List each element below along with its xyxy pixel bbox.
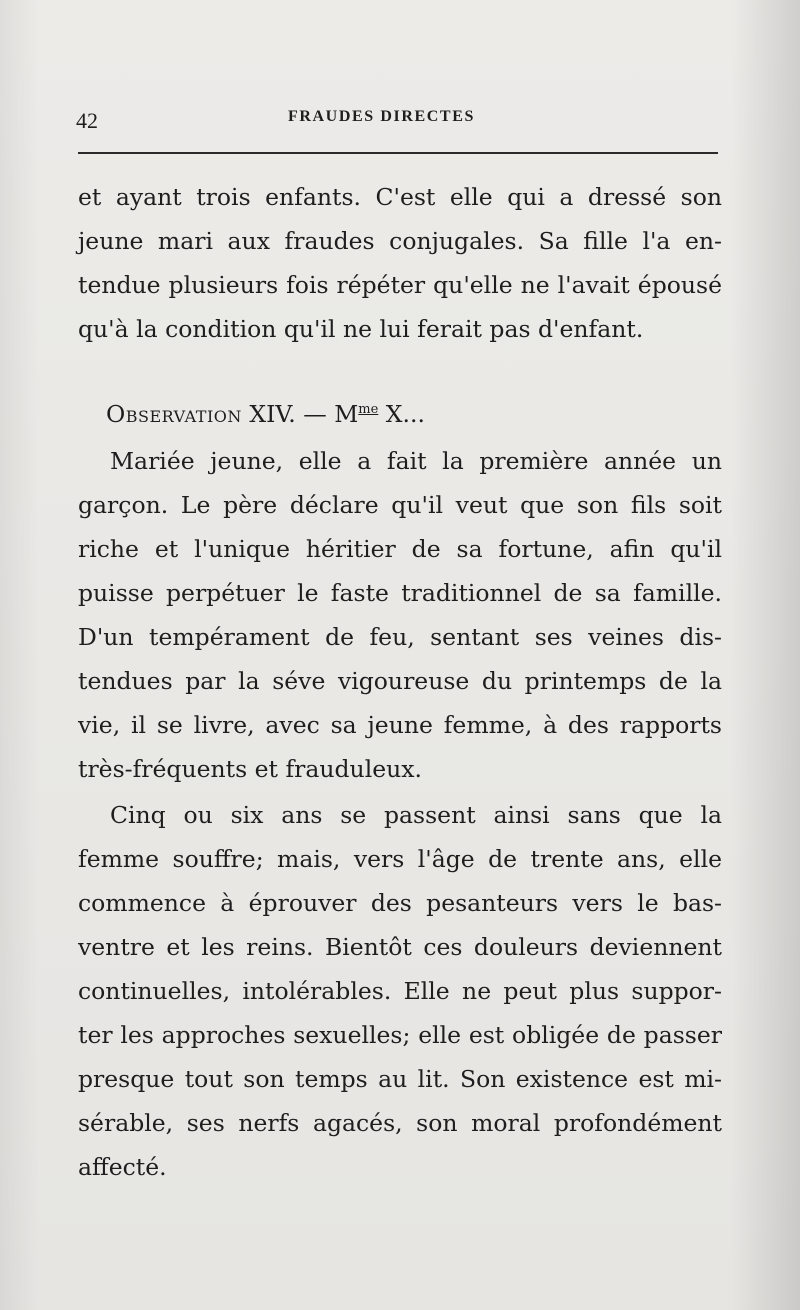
paragraph-1-line: jeune mari aux fraudes conjugales. Sa fille l'a en- <box>78 227 722 255</box>
paragraph-3-line: continuelles, intolérables. Elle ne peut plus suppor- <box>78 977 722 1005</box>
paragraph-2-line: puisse perpétuer le faste traditionnel de sa famille. <box>78 579 722 607</box>
paragraph-3-line: femme souffre; mais, vers l'âge de trente ans, elle <box>78 845 722 873</box>
running-title: FRAUDES DIRECTES <box>288 108 475 125</box>
observation-name-rest: X... <box>385 400 425 428</box>
observation-name-prefix: M <box>334 400 359 428</box>
observation-dash: — <box>303 400 327 428</box>
observation-name-sup: me <box>358 402 379 417</box>
paragraph-1-line: tendue plusieurs fois répéter qu'elle ne l'avait épousé <box>78 271 722 299</box>
paragraph-2-line: Mariée jeune, elle a fait la première année un <box>110 447 722 475</box>
observation-label: Observation <box>106 400 242 428</box>
paragraph-2-line: tendues par la séve vigoureuse du printemps de la <box>78 667 722 695</box>
observation-number: XIV. <box>249 400 296 428</box>
paragraph-3-line: ter les approches sexuelles; elle est obligée de passer <box>78 1021 722 1049</box>
paragraph-2-line: D'un tempérament de feu, sentant ses veines dis- <box>78 623 722 651</box>
paragraph-3-line: ventre et les reins. Bientôt ces douleurs deviennent <box>78 933 722 961</box>
page-number: 42 <box>76 108 98 133</box>
paragraph-2-line: très-fréquents et frauduleux. <box>78 755 422 783</box>
paragraph-3-line: commence à éprouver des pesanteurs vers le bas- <box>78 889 722 917</box>
paragraph-3-line: Cinq ou six ans se passent ainsi sans que la <box>110 801 722 829</box>
paragraph-2-line: riche et l'unique héritier de sa fortune, afin qu'il <box>78 535 722 563</box>
paragraph-2-line: garçon. Le père déclare qu'il veut que son fils soit <box>78 491 722 519</box>
running-head <box>76 100 718 140</box>
paragraph-3-line: affecté. <box>78 1153 167 1181</box>
paragraph-2-line: vie, il se livre, avec sa jeune femme, à des rapports <box>78 711 722 739</box>
paragraph-3-line: sérable, ses nerfs agacés, son moral profondément <box>78 1109 722 1137</box>
paragraph-1-line: qu'à la condition qu'il ne lui ferait pas d'enfant. <box>78 315 644 343</box>
paragraph-3-line: presque tout son temps au lit. Son existence est mi- <box>78 1065 722 1093</box>
observation-heading <box>106 400 425 428</box>
header-rule <box>78 152 718 154</box>
paragraph-1-line: et ayant trois enfants. C'est elle qui a dressé son <box>78 183 722 211</box>
